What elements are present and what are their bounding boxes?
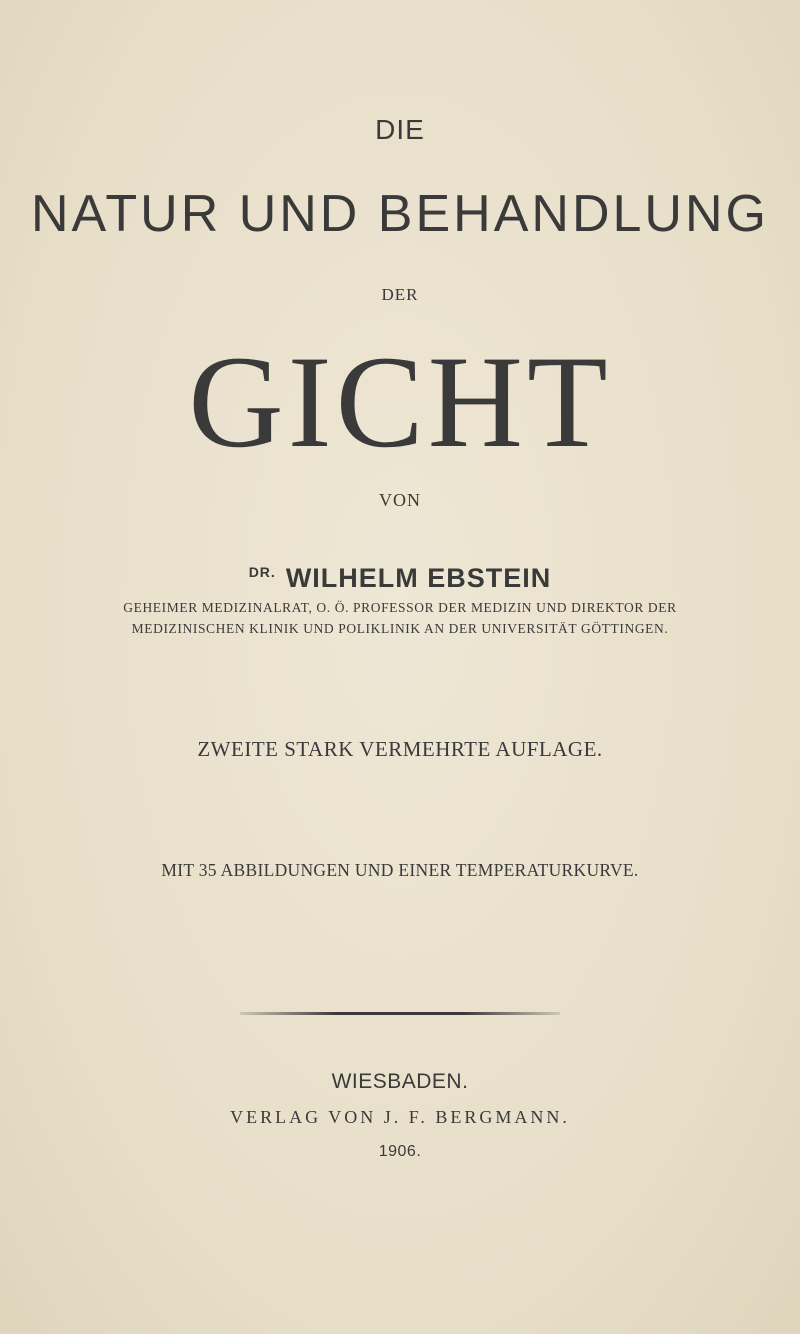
publisher-name: VERLAG VON J. F. BERGMANN. <box>230 1107 570 1127</box>
author-affiliation-line-2: MEDIZINISCHEN KLINIK UND POLIKLINIK AN DER UNIVERSITÄT GÖTTINGEN. <box>131 621 669 636</box>
author-prefix: DR. <box>248 564 276 580</box>
edition-statement: ZWEITE STARK VERMEHRTE AUFLAGE. <box>197 737 603 761</box>
author-name-text: WILHELM EBSTEIN <box>285 563 552 593</box>
title-line-die: DIE <box>375 114 425 145</box>
byline-von: VON <box>379 490 421 510</box>
publication-city: WIESBADEN. <box>331 1070 469 1093</box>
author-name <box>0 563 800 594</box>
title-line-natur-und-behandlung: NATUR UND BEHANDLUNG <box>31 185 769 243</box>
ornamental-rule <box>240 1012 560 1015</box>
author-affiliation-line-1: GEHEIMER MEDIZINALRAT, O. Ö. PROFESSOR DER MEDIZIN UND DIREKTOR DER <box>123 600 677 615</box>
title-line-gicht: GICHT <box>188 328 612 475</box>
publication-year: 1906. <box>378 1143 422 1160</box>
illustrations-statement: MIT 35 ABBILDUNGEN UND EINER TEMPERATURKURVE. <box>161 860 639 880</box>
title-line-der: DER <box>381 285 419 304</box>
